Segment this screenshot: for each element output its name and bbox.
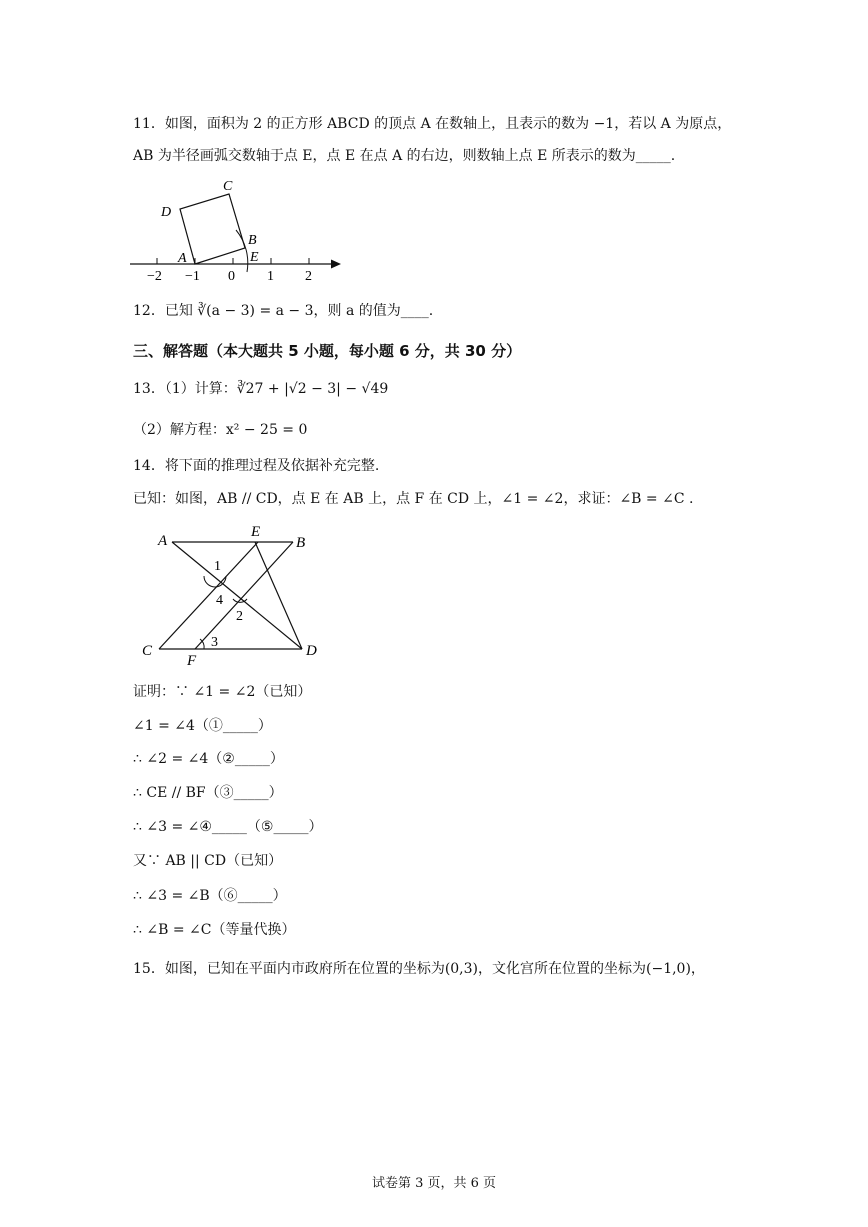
q14-intro: 14．将下面的推理过程及依据补充完整.	[133, 458, 380, 474]
proof-line-3: ∴ ∠2 = ∠4（②_____）	[133, 751, 284, 767]
tick-label-2: 2	[305, 269, 312, 284]
section3-title: 三、解答题（本大题共 5 小题，每小题 6 分，共 30 分）	[133, 342, 522, 360]
label-d: D	[306, 643, 317, 659]
proof-line-6: 又∵ AB || CD（已知）	[133, 853, 283, 869]
square-abcd	[180, 194, 245, 264]
angle-label-4: 4	[216, 593, 223, 608]
number-line-arrow	[331, 260, 341, 269]
label-b: B	[248, 233, 257, 248]
label-a: A	[158, 533, 168, 549]
q11-line1: 11．如图，面积为 2 的正方形 ABCD 的顶点 A 在数轴上，且表示的数为 −1，若以 A 为原点，	[133, 116, 732, 132]
label-e: E	[250, 250, 259, 265]
q12-text: 12．已知 ∛(a − 3) = a − 3，则 a 的值为____.	[133, 303, 434, 319]
segment-af	[172, 542, 302, 649]
q11-figure	[128, 172, 353, 284]
q15-text: 15．如图，已知在平面内市政府所在位置的坐标为(0,3)，文化宫所在位置的坐标为(−1,0)，	[133, 961, 705, 977]
angle-label-3: 3	[211, 635, 218, 650]
tick-label-neg1: −1	[185, 269, 200, 284]
proof-line-5: ∴ ∠3 = ∠④_____（⑤_____）	[133, 819, 323, 835]
tick-label-neg2: −2	[147, 269, 162, 284]
proof-line-4: ∴ CE // BF（③_____）	[133, 785, 283, 801]
segment-ce	[159, 542, 258, 649]
label-c: C	[223, 179, 233, 194]
q14-figure	[138, 518, 328, 666]
label-d: D	[161, 205, 172, 220]
label-b: B	[296, 535, 306, 551]
angle-label-1: 1	[214, 559, 221, 574]
q11-line2: AB 为半径画弧交数轴于点 E，点 E 在点 A 的右边，则数轴上点 E 所表示的数为_____.	[133, 148, 676, 164]
proof-line-2: ∠1 = ∠4（①_____）	[133, 718, 272, 734]
label-e: E	[251, 524, 261, 540]
tick-label-0: 0	[228, 269, 235, 284]
proof-line-1: 证明：∵ ∠1 = ∠2（已知）	[133, 684, 312, 700]
label-c: C	[142, 643, 153, 659]
q13-part2: （2）解方程：x² − 25 = 0	[133, 422, 308, 438]
tick-label-1: 1	[267, 269, 274, 284]
q13-part1: 13．（1）计算：∛27 + |√2 − 3| − √49	[133, 381, 389, 397]
page-footer: 试卷第 3 页，共 6 页	[371, 1176, 497, 1191]
angle-label-2: 2	[236, 609, 243, 624]
q14-given: 已知：如图，AB // CD，点 E 在 AB 上，点 F 在 CD 上，∠1 = ∠2，求证：∠B = ∠C .	[133, 491, 694, 507]
proof-line-8: ∴ ∠B = ∠C（等量代换）	[133, 922, 296, 938]
proof-line-7: ∴ ∠3 = ∠B（⑥_____）	[133, 888, 287, 904]
label-f: F	[187, 653, 197, 666]
label-a: A	[178, 251, 187, 266]
